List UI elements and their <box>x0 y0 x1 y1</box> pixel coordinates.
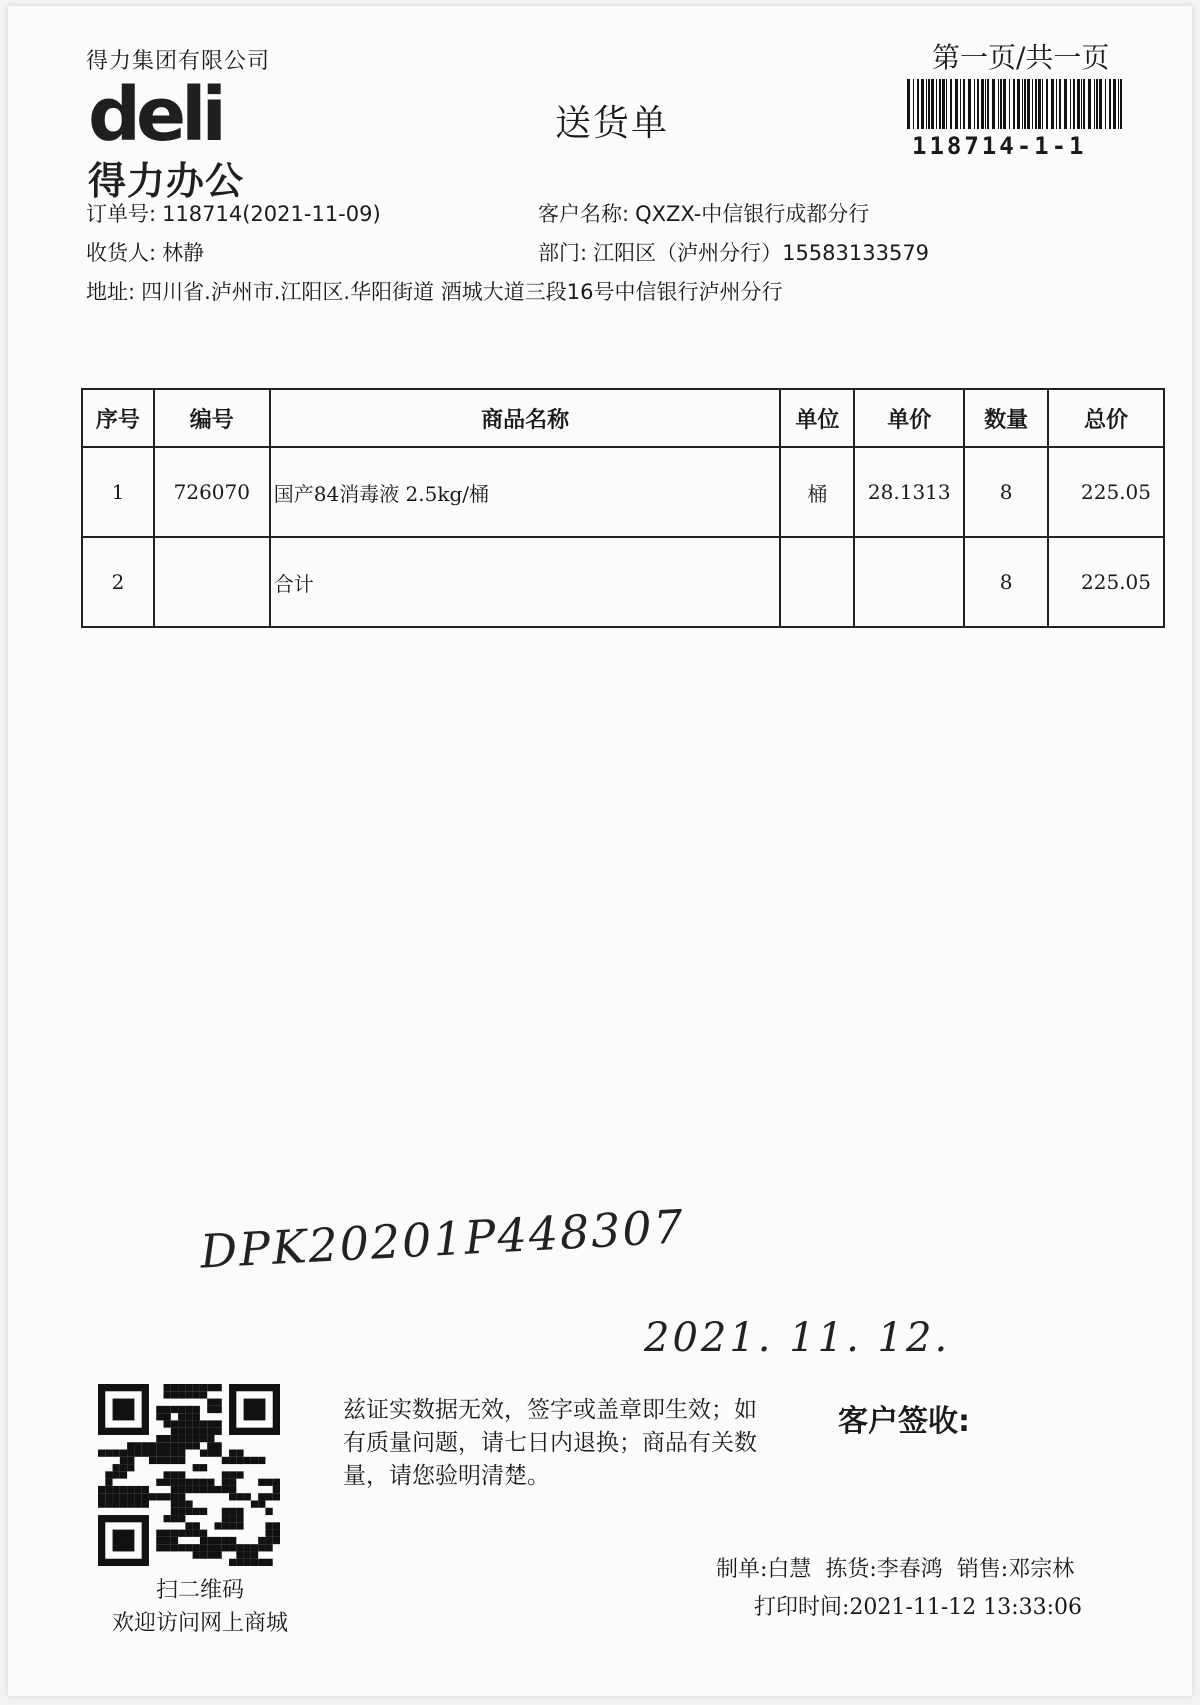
col-header-qty: 数量 <box>964 389 1048 447</box>
items-table <box>81 388 1165 628</box>
cell-total: 225.05 <box>1048 537 1164 627</box>
cell-seq: 2 <box>82 537 154 627</box>
cell-total: 225.05 <box>1048 447 1164 537</box>
department <box>538 237 929 267</box>
footer-note: 兹证实数据无效，签字或盖章即生效；如有质量问题，请七日内退换；商品有关数量，请您验明清楚。 <box>343 1397 757 1489</box>
cell-seq: 1 <box>82 447 154 537</box>
col-header-code: 编号 <box>154 389 270 447</box>
col-header-name: 商品名称 <box>270 389 781 447</box>
receiver <box>86 237 204 267</box>
table-row <box>82 537 1164 627</box>
col-header-unit: 单位 <box>780 389 854 447</box>
cell-unit <box>780 537 854 627</box>
qr-caption-line2: 欢迎访问网上商城 <box>111 1611 288 1636</box>
cell-name: 合计 <box>270 537 781 627</box>
logo-chinese: 得力办公 <box>88 159 245 203</box>
department-value: 江阳区（泸州分行）15583133579 <box>593 241 930 265</box>
col-header-price: 单价 <box>854 389 964 447</box>
cell-price: 28.1313 <box>854 447 964 537</box>
handwritten-date: 2021. 11. 12. <box>644 1315 951 1361</box>
address <box>86 276 783 306</box>
page-info: 第一页/共一页 <box>932 41 1110 74</box>
document-title: 送货单 <box>555 103 670 144</box>
cell-price <box>854 537 964 627</box>
address-value: 四川省.泸州市.江阳区.华阳街道 酒城大道三段16号中信银行泸州分行 <box>141 280 783 304</box>
handwritten-code: DPK20201P448307 <box>198 1199 687 1279</box>
address-label: 地址: <box>86 280 136 304</box>
barcode-number: 118714-1-1 <box>912 132 1087 160</box>
qr-code-icon <box>98 1384 280 1566</box>
customer-value: QXZX-中信银行成都分行 <box>635 202 870 226</box>
order-label: 订单号: <box>86 202 157 226</box>
cell-unit: 桶 <box>780 447 854 537</box>
cell-name: 国产84消毒液 2.5kg/桶 <box>270 447 781 537</box>
col-header-total: 总价 <box>1048 389 1164 447</box>
order-number <box>86 198 381 228</box>
department-label: 部门: <box>538 241 588 265</box>
print-time: 打印时间:2021-11-12 13:33:06 <box>754 1595 1083 1620</box>
table-header-row <box>82 389 1164 447</box>
qr-caption <box>100 1574 300 1640</box>
company-name: 得力集团有限公司 <box>86 49 271 74</box>
customer-name <box>538 198 869 228</box>
cell-code: 726070 <box>154 447 270 537</box>
cell-qty: 8 <box>964 537 1048 627</box>
col-header-seq: 序号 <box>82 389 154 447</box>
deli-logo <box>88 72 288 205</box>
barcode-icon <box>905 79 1127 129</box>
qr-caption-line1: 扫二维码 <box>155 1578 244 1603</box>
cell-qty: 8 <box>964 447 1048 537</box>
order-value: 118714(2021-11-09) <box>162 202 381 226</box>
receiver-value: 林静 <box>162 241 205 265</box>
table-row <box>82 447 1164 537</box>
cell-code <box>154 537 270 627</box>
customer-label: 客户名称: <box>538 202 630 226</box>
customer-signature-label: 客户签收: <box>838 1404 970 1439</box>
receiver-label: 收货人: <box>86 241 157 265</box>
staff-info: 制单:白慧 拣货:李春鸿 销售:邓宗林 <box>716 1557 1075 1582</box>
logo-word: deli <box>88 72 222 158</box>
